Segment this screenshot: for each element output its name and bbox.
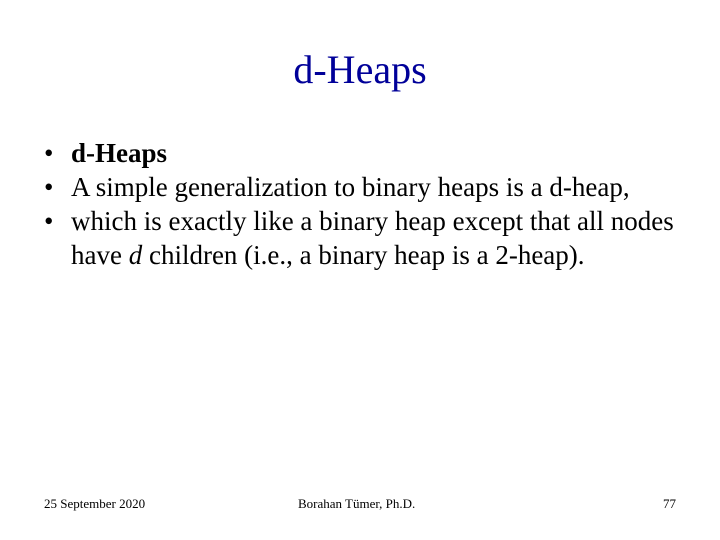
- bullet-item-1: [44, 136, 684, 170]
- bullet-marker: •: [44, 138, 54, 168]
- bullet-marker: •: [44, 206, 54, 236]
- bullet-text-part: which is exactly like a binary heap except that all nodes have: [71, 206, 674, 270]
- bullet-text: A simple generalization to binary heaps is a d-heap,: [71, 172, 630, 202]
- bullet-text-part: children (i.e., a binary heap is a 2-heap).: [142, 240, 585, 270]
- slide-title: d-Heaps: [293, 47, 427, 92]
- bullet-item-3: [44, 204, 684, 272]
- bullet-marker: •: [44, 172, 54, 202]
- page-number: 77: [663, 496, 676, 511]
- bullet-text: d-Heaps: [71, 138, 168, 168]
- footer-date: 25 September 2020: [44, 496, 146, 511]
- bullet-item-2: [44, 170, 684, 204]
- footer-author: Borahan Tümer, Ph.D.: [298, 496, 416, 511]
- bullet-text-italic: d: [128, 240, 143, 270]
- bullet-list: [44, 136, 684, 272]
